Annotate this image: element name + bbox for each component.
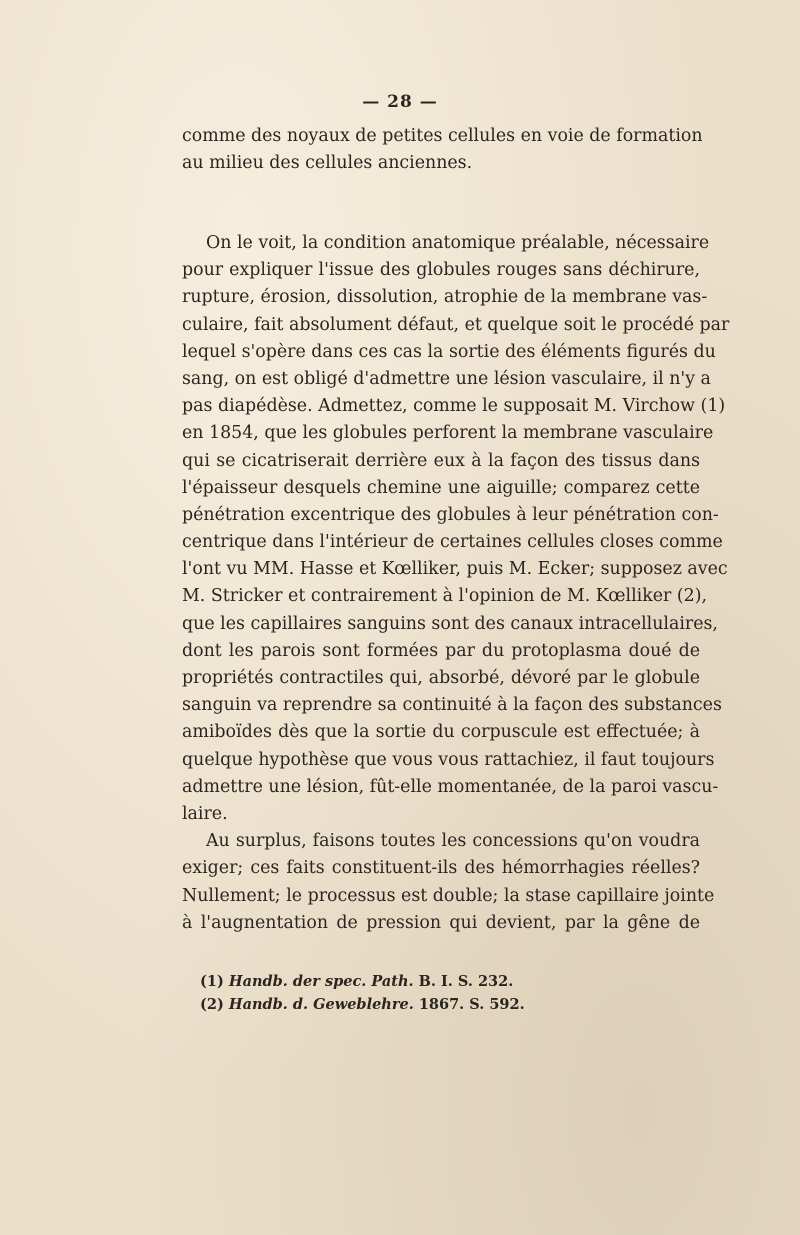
footnote-marker: (1) — [200, 973, 224, 990]
footnotes — [200, 970, 660, 1016]
text-line: sang, on est obligé d'admettre une lésion vasculaire, il n'y a — [182, 368, 711, 389]
text-line: culaire, fait absolument défaut, et quelque soit le procédé par — [182, 314, 730, 335]
footnote-marker: (2) — [200, 996, 224, 1013]
text-line: Au surplus, faisons toutes les concessions qu'on voudra — [206, 831, 700, 852]
footnote-title: Handb. d. Geweblehre. — [228, 996, 414, 1013]
footnote — [200, 993, 660, 1016]
text-line: rupture, érosion, dissolution, atrophie de la membrane vas- — [182, 287, 708, 308]
text-line: laire. — [182, 803, 228, 824]
text-line: pas diapédèse. Admettez, comme le supposait M. Virchow (1) — [182, 396, 726, 417]
paragraph-1 — [182, 123, 703, 177]
text-line: exiger; ces faits constituent-ils des hémorrhagies réelles? — [182, 858, 700, 879]
footnote-ref: B. I. S. 232. — [418, 973, 514, 990]
footnote-title: Handb. der spec. Path. — [228, 973, 414, 990]
text-line: au milieu des cellules anciennes. — [182, 153, 473, 174]
text-line: pénétration excentrique des globules à leur pénétration con- — [182, 504, 719, 525]
text-line: On le voit, la condition anatomique préalable, nécessaire — [206, 233, 710, 253]
text-line: amiboïdes dès que la sortie du corpuscule est effectuée; à — [182, 722, 700, 743]
text-line: pour expliquer l'issue des globules rouges sans déchirure, — [182, 260, 700, 281]
text-line: l'épaisseur desquels chemine une aiguille; comparez cette — [182, 477, 700, 498]
text-line: quelque hypothèse que vous vous rattachiez, il faut toujours — [182, 749, 715, 770]
text-line: admettre une lésion, fût-elle momentanée, de la paroi vascu- — [182, 776, 719, 797]
text-line: sanguin va reprendre sa continuité à la façon des substances — [182, 695, 722, 716]
footnote — [200, 970, 660, 993]
text-line: propriétés contractiles qui, absorbé, dévoré par le globule — [182, 668, 700, 688]
text-line: qui se cicatriserait derrière eux à la façon des tissus dans — [182, 450, 700, 471]
text-line: M. Stricker et contrairement à l'opinion de M. Kœlliker (2), — [182, 586, 708, 607]
footnote-ref: 1867. S. 592. — [418, 996, 525, 1013]
text-line: lequel s'opère dans ces cas la sortie des éléments figurés du — [182, 341, 716, 362]
paragraph-2 — [182, 230, 730, 937]
text-line: Nullement; le processus est double; la stase capillaire jointe — [182, 885, 715, 906]
text-line: dont les parois sont formées par du protoplasma doué de — [182, 640, 700, 661]
text-line: l'ont vu MM. Hasse et Kœlliker, puis M. Ecker; supposez avec — [182, 559, 728, 580]
text-line: que les capillaires sanguins sont des canaux intracellulaires, — [182, 613, 718, 634]
text-line: en 1854, que les globules perforent la membrane vasculaire — [182, 423, 714, 444]
text-line: à l'augnentation de pression qui devient, par la gêne de — [182, 912, 700, 933]
text-line: comme des noyaux de petites cellules en voie de formation — [182, 126, 703, 146]
page-number: — 28 — — [362, 92, 438, 112]
text-line: centrique dans l'intérieur de certaines cellules closes comme — [182, 532, 723, 553]
